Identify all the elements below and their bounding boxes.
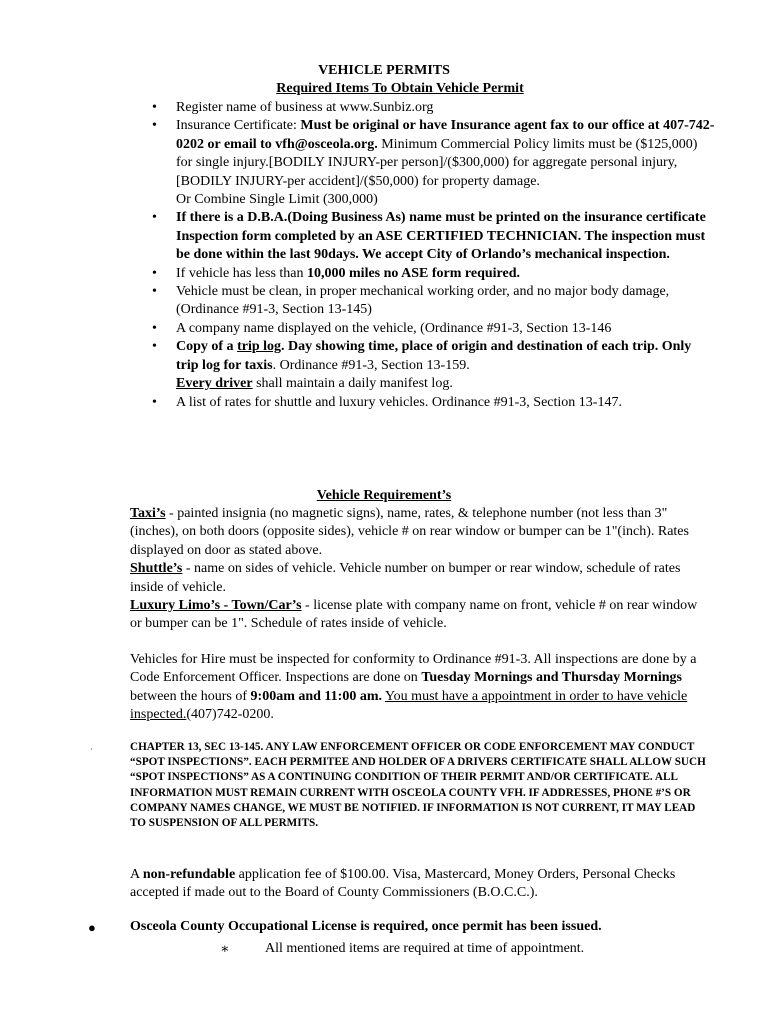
item-emphasis: If there is a D.B.A.(Doing Business As) name must be printed on the insurance certificate: [176, 210, 706, 226]
list-item: [176, 117, 716, 209]
inspection-days: Tuesday Mornings and Thursday Mornings: [421, 670, 682, 686]
limo-label: Luxury Limo’s - Town/Car’s: [130, 598, 302, 614]
fee-text: A: [130, 867, 143, 882]
list-item: [176, 394, 716, 412]
inspection-phone: (407)742-0200.: [186, 707, 274, 723]
item-text: Minimum Commercial Policy limits must be ($125,000) for single injury.[BODILY INJURY-per person]/($300,000) for aggregate personal injury,[BODILY INJURY-per accident]/($50,000) for property damage.: [176, 136, 698, 189]
taxi-label: Taxi’s: [130, 506, 166, 521]
taxi-text: - painted insignia (no magnetic signs), name, rates, & telephone number (not less than 3"(inches), on both doors (opposite sides), vehicle # on rear window or bumper can be 1"(inch). Rates displayed on door as stated above.: [130, 506, 689, 558]
item-text: A list of rates for shuttle and luxury vehicles. Ordinance #91-3, Section 13-147.: [176, 394, 622, 410]
license-bullet: ●: [88, 920, 96, 935]
inspection-text: Vehicles for Hire must be inspected for conformity to Ordinance #91-3. All inspections are done by a Code Enforcement Officer. Inspections are done on: [130, 652, 697, 686]
item-emphasis: Must be original or have Insurance agent fax to our office at 407-742-0202 or email to vfh@osceola.org.: [176, 118, 715, 152]
required-items-list: [176, 99, 716, 412]
item-emphasis-underlined: Every driver: [176, 376, 253, 392]
chapter-notice: CHAPTER 13, SEC 13-145. ANY LAW ENFORCEMENT OFFICER OR CODE ENFORCEMENT MAY CONDUCT “SPOT INSPECTIONS”. EACH PERMITEE AND HOLDER OF A DRIVERS CERTIFICATE SHALL ALLOW SUCH “SPOT INSPECTIONS” AS A CONTINUING CONDITION OF THEIR PERMIT AND/OR CERTIFICATE. ALL INFORMATION MUST REMAIN CURRENT WITH OSCEOLA COUNTY VFH. IF ADDRESSES, PHONE #’S OR COMPANY NAMES CHANGE, WE MUST BE NOTIFIED. IF INFORMATION IS NOT CURRENT, IT MAY LEAD TO SUSPENSION OF ALL PERMITS.: [130, 741, 706, 830]
asterisk-bullet: ∗: [220, 942, 230, 957]
page-title: VEHICLE PERMITS: [318, 63, 450, 78]
fee-paragraph: [130, 866, 710, 903]
fee-emphasis: non-refundable: [142, 867, 236, 882]
inspection-text: between the hours of: [130, 688, 251, 704]
item-emphasis: 10,000 miles no ASE form required.: [307, 265, 521, 281]
license-requirement: Osceola County Occupational License is required, once permit has been issued.: [130, 919, 602, 934]
item-emphasis: Copy of a: [176, 339, 238, 355]
appointment-items-note: All mentioned items are required at time of appointment.: [265, 941, 585, 956]
limo-text: - license plate with company name on front, vehicle # on rear window or bumper can be 1". Schedule of rates inside of vehicle.: [130, 598, 698, 632]
item-emphasis-underlined: trip log: [237, 339, 282, 355]
shuttle-text: - name on sides of vehicle. Vehicle number on bumper or rear window, schedule of rates inside of vehicle.: [130, 561, 681, 595]
item-text: If vehicle has less than: [176, 265, 308, 281]
item-text: A company name displayed on the vehicle, (Ordinance #91-3, Section 13-146: [176, 320, 612, 336]
item-text: . Ordinance #91-3, Section 13-159.: [272, 357, 470, 373]
list-item: [176, 209, 716, 264]
vehicle-requirements: [130, 505, 710, 634]
chapter-marker: ·: [90, 745, 93, 754]
list-item: [176, 338, 716, 393]
appointment-note: You must have a appointment in order to have vehicle inspected.: [130, 688, 688, 723]
item-text: Register name of business at www.Sunbiz.org: [176, 100, 434, 115]
page-subtitle: Required Items To Obtain Vehicle Permit: [276, 81, 524, 96]
shuttle-label: Shuttle’s: [130, 561, 183, 577]
item-text: Or Combine Single Limit (300,000): [176, 192, 378, 208]
list-item: [176, 265, 716, 283]
item-emphasis: . Day showing time, place of origin and destination of each trip. Only trip log for taxis: [176, 339, 692, 373]
vehicle-requirements-heading: Vehicle Requirement’s: [316, 488, 452, 503]
item-text: Vehicle must be clean, in proper mechanical working order, and no major body damage, (Ordinance #91-3, Section 13-145): [176, 284, 670, 318]
fee-text: application fee of $100.00. Visa, Mastercard, Money Orders, Personal Checks accepted if made out to the Board of County Commissioners (B.O.C.C.).: [130, 867, 676, 901]
list-item: [176, 99, 716, 117]
list-item: [176, 320, 716, 338]
item-emphasis: Inspection form completed by an ASE CERTIFIED TECHNICIAN. The inspection must be done within the last 90days. We accept City of Orlando’s mechanical inspection.: [176, 228, 706, 263]
inspection-paragraph: [130, 651, 710, 725]
inspection-hours: 9:00am and 11:00 am.: [250, 688, 382, 704]
list-item: [176, 283, 716, 320]
item-text: shall maintain a daily manifest log.: [252, 376, 453, 392]
item-text: Insurance Certificate:: [176, 118, 301, 134]
